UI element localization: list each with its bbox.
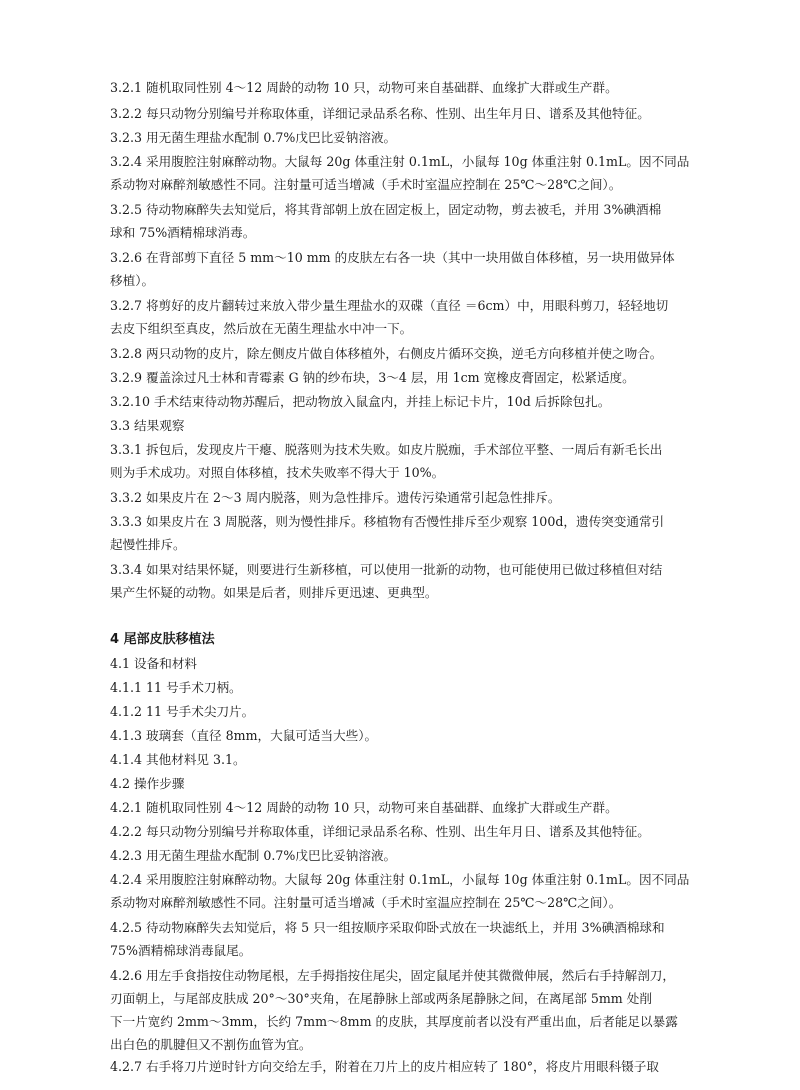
- section-heading-4-1: 4.1 设备和材料: [110, 656, 198, 671]
- text-line-3-2-10: 3.2.10 手术结束待动物苏醒后，把动物放入鼠盒内，并挂上标记卡片，10d 后拆除包扎。: [110, 394, 611, 409]
- text-line-3-2-1: 3.2.1 随机取同性别 4～12 周龄的动物 10 只，动物可来自基础群、血缘扩大群或生产群。: [110, 80, 618, 95]
- text-line-3-2-5: 3.2.5 待动物麻醉失去知觉后，将其背部朝上放在固定板上，固定动物，剪去被毛，并用 3%碘酒棉: [110, 202, 662, 217]
- text-line-4-2-1: 4.2.1 随机取同性别 4～12 周龄的动物 10 只，动物可来自基础群、血缘扩大群或生产群。: [110, 800, 618, 815]
- text-line-3-2-5-cont: 球和 75%酒精棉球消毒。: [110, 225, 256, 240]
- text-line-3-2-6-cont: 移植）。: [110, 273, 155, 288]
- text-line-3-2-7-cont: 去皮下组织至真皮，然后放在无菌生理盐水中冲一下。: [110, 321, 413, 336]
- text-line-4-1-2: 4.1.2 11 号手术尖刀片。: [110, 704, 255, 719]
- section-heading-4: 4 尾部皮肤移植法: [110, 632, 215, 647]
- section-heading-3-3: 3.3 结果观察: [110, 418, 185, 433]
- text-line-4-2-7: 4.2.7 右手将刀片逆时针方向交给左手，附着在刀片上的皮片相应转了 180°，将皮片用眼科镊子取: [110, 1059, 659, 1074]
- section-heading-4-2: 4.2 操作步骤: [110, 776, 185, 791]
- text-line-4-2-3: 4.2.3 用无菌生理盐水配制 0.7%戊巴比妥钠溶液。: [110, 848, 397, 863]
- text-line-3-2-2: 3.2.2 每只动物分别编号并称取体重，详细记录品系名称、性别、出生年月日、谱系及其他特征。: [110, 106, 650, 121]
- text-line-3-2-3: 3.2.3 用无菌生理盐水配制 0.7%戊巴比妥钠溶液。: [110, 130, 397, 145]
- text-line-3-3-3-cont: 起慢性排斥。: [110, 537, 186, 552]
- text-line-3-2-4-cont: 系动物对麻醉剂敏感性不同。注射量可适当增减（手术时室温应控制在 25℃～28℃之间）。: [110, 177, 622, 192]
- text-line-4-1-1: 4.1.1 11 号手术刀柄。: [110, 680, 242, 695]
- text-line-4-2-6-cont-3: 出白色的肌腱但又不割伤血管为宜。: [110, 1037, 312, 1052]
- text-line-4-2-5-cont: 75%酒精棉球消毒鼠尾。: [110, 943, 252, 958]
- text-line-4-2-6: 4.2.6 用左手食指按住动物尾根，左手拇指按住尾尖，固定鼠尾并使其微微伸展，然后右手持解剖刀，: [110, 968, 675, 983]
- text-line-3-3-2: 3.3.2 如果皮片在 2～3 周内脱落，则为急性排斥。遗传污染通常引起急性排斥。: [110, 490, 561, 505]
- text-line-3-3-4: 3.3.4 如果对结果怀疑，则要进行生新移植，可以使用一批新的动物，也可能使用已做过移植但对结: [110, 562, 663, 577]
- text-line-4-1-3: 4.1.3 玻璃套（直径 8mm，大鼠可适当大些）。: [110, 728, 378, 743]
- text-line-3-3-1: 3.3.1 拆包后，发现皮片干瘪、脱落则为技术失败。如皮片脱痂，手术部位平整、一周后有新毛长出: [110, 442, 663, 457]
- text-line-4-1-4: 4.1.4 其他材料见 3.1。: [110, 752, 246, 767]
- text-line-3-2-9: 3.2.9 覆盖涂过凡士林和青霉素 G 钠的纱布块，3～4 层，用 1cm 宽橡皮膏固定，松紧适度。: [110, 370, 635, 385]
- text-line-3-3-1-cont: 则为手术成功。对照自体移植，技术失败率不得大于 10%。: [110, 465, 445, 480]
- text-line-3-2-6: 3.2.6 在背部剪下直径 5 mm～10 mm 的皮肤左右各一块（其中一块用做自体移植，另一块用做异体: [110, 250, 675, 265]
- text-line-4-2-4-cont: 系动物对麻醉剂敏感性不同。注射量可适当增减（手术时室温应控制在 25℃～28℃之间）。: [110, 895, 622, 910]
- text-line-3-3-3: 3.3.3 如果皮片在 3 周脱落，则为慢性排斥。移植物有否慢性排斥至少观察 100d，遗传突变通常引: [110, 514, 665, 529]
- text-line-4-2-5: 4.2.5 待动物麻醉失去知觉后，将 5 只一组按顺序采取仰卧式放在一块滤纸上，并用 3%碘酒棉球和: [110, 920, 665, 935]
- text-line-4-2-6-cont-2: 下一片宽约 2mm～3mm，长约 7mm～8mm 的皮肤，其厚度前者以没有严重出血，后者能足以暴露: [110, 1014, 678, 1029]
- text-line-4-2-2: 4.2.2 每只动物分别编号并称取体重，详细记录品系名称、性别、出生年月日、谱系及其他特征。: [110, 824, 650, 839]
- text-line-4-2-4: 4.2.4 采用腹腔注射麻醉动物。大鼠每 20g 体重注射 0.1mL，小鼠每 10g 体重注射 0.1mL。因不同品: [110, 872, 690, 887]
- text-line-3-2-8: 3.2.8 两只动物的皮片，除左侧皮片做自体移植外，右侧皮片循环交换，逆毛方向移植并使之吻合。: [110, 346, 663, 361]
- text-line-3-2-7: 3.2.7 将剪好的皮片翻转过来放入带少量生理盐水的双碟（直径 ＝6cm）中，用眼科剪刀，轻轻地切: [110, 298, 669, 313]
- text-line-4-2-6-cont-1: 刃面朝上，与尾部皮肤成 20°～30°夹角，在尾静脉上部或两条尾静脉之间，在离尾部 5mm 处削: [110, 991, 652, 1006]
- text-line-3-3-4-cont: 果产生怀疑的动物。如果是后者，则排斥更迅速、更典型。: [110, 585, 438, 600]
- text-line-3-2-4: 3.2.4 采用腹腔注射麻醉动物。大鼠每 20g 体重注射 0.1mL，小鼠每 10g 体重注射 0.1mL。因不同品: [110, 154, 690, 169]
